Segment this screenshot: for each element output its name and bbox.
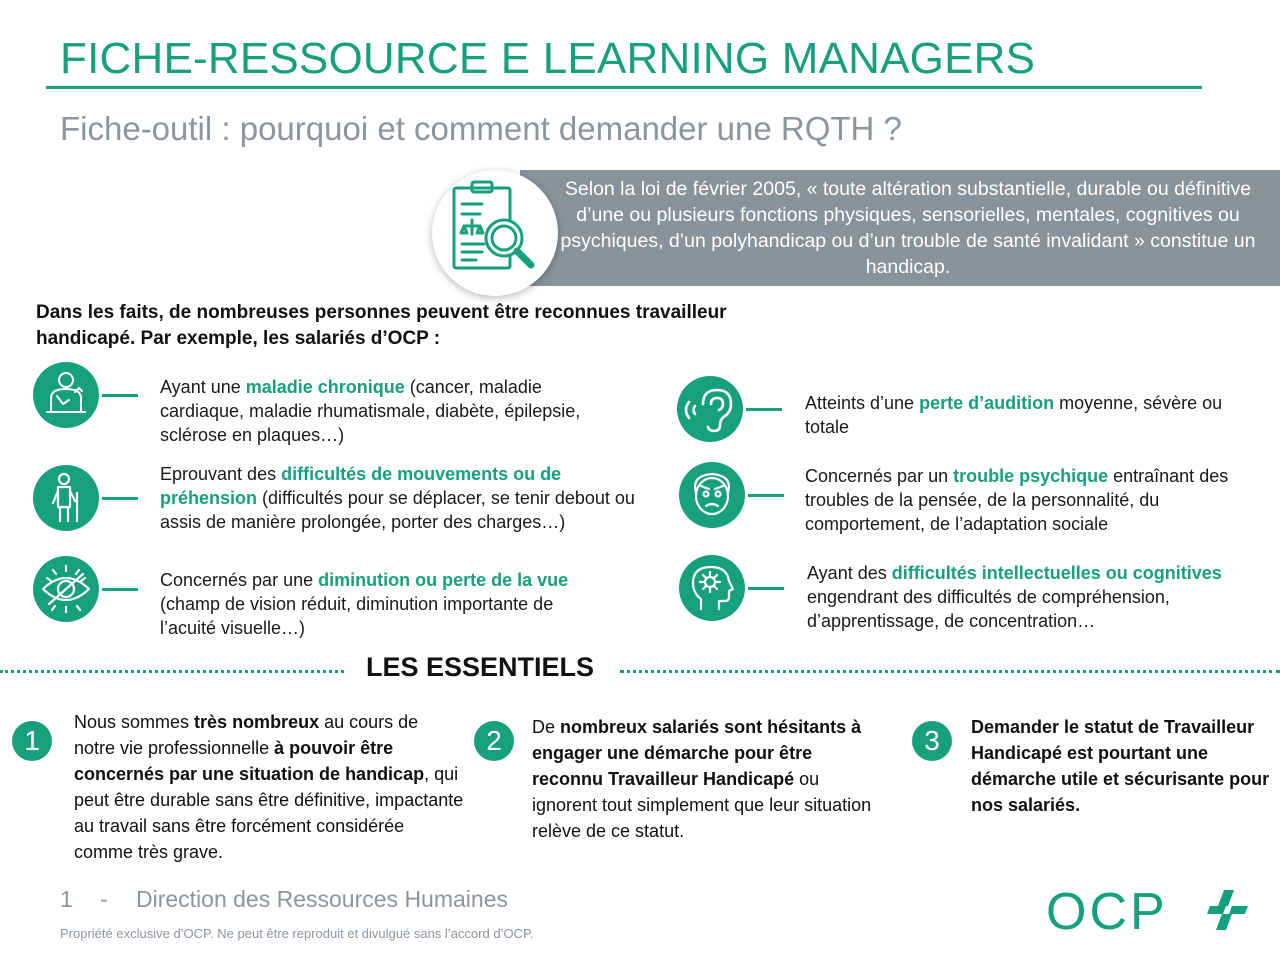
page-number: 1 xyxy=(60,886,73,912)
mobility-icon xyxy=(33,465,99,531)
item-connector xyxy=(748,494,784,497)
quote-text: Selon la loi de février 2005, « toute altération substantielle, durable ou définitive d’une ou plusieurs fonctions physiques, sensorielles, mentales, cognitives ou psychiques, d’un polyhandicap ou d’un trouble de santé invalidant » constitue un handicap. xyxy=(560,178,1256,278)
legal-notice: Propriété exclusive d’OCP. Ne peut être reproduit et divulgué sans l’accord d’OCP. xyxy=(60,926,534,941)
troubled-face-icon xyxy=(679,462,745,528)
quote-icon-badge xyxy=(432,170,558,296)
ear-icon xyxy=(677,376,743,442)
chronic-illness-icon xyxy=(33,362,99,428)
item-mobility: Eprouvant des difficultés de mouvements ou de préhension (difficultés pour se déplacer, se tenir debout ou assis de manière prolongée, porter des charges…) xyxy=(160,464,635,532)
ocp-logo-icon xyxy=(1206,888,1250,932)
title-divider xyxy=(46,86,1202,89)
essentials-divider-left xyxy=(0,670,344,673)
item-connector xyxy=(102,394,138,397)
item-psychological: Concernés par un trouble psychique entraînant des troubles de la pensée, de la personnalité, du comportement, de l’adaptation sociale xyxy=(805,466,1229,534)
essential-number: 1 xyxy=(12,721,52,761)
item-vision: Concernés par une diminution ou perte de la vue (champ de vision réduit, diminution importante de l’acuité visuelle…) xyxy=(160,570,569,638)
head-gear-icon xyxy=(679,555,745,621)
item-connector xyxy=(102,588,138,591)
essential-text-2: De nombreux salariés sont hésitants à engager une démarche pour être reconnu Travailleur Handicapé ou ignorent tout simplement que leur situation relève de ce statut. xyxy=(532,717,872,841)
item-connector xyxy=(746,408,782,411)
eye-icon xyxy=(33,556,99,622)
department-name: Direction des Ressources Humaines xyxy=(136,886,508,912)
item-chronic-illness: Ayant une maladie chronique (cancer, maladie cardiaque, maladie rhumatismale, diabète, épilepsie, sclérose en plaques…) xyxy=(160,377,581,445)
essential-number: 2 xyxy=(474,721,514,761)
logo-text: OCP xyxy=(1046,883,1168,941)
page-subtitle: Fiche-outil : pourquoi et comment demander une RQTH ? xyxy=(60,110,902,147)
essentials-title: LES ESSENTIELS xyxy=(366,652,595,682)
document-magnifier-icon xyxy=(432,170,558,296)
footer-separator: - xyxy=(100,886,108,912)
essential-number: 3 xyxy=(912,721,952,761)
item-hearing: Atteints d’une perte d’audition moyenne, sévère ou totale xyxy=(805,393,1223,437)
essentials-divider-right xyxy=(620,670,1280,673)
item-connector xyxy=(748,587,784,590)
item-cognitive: Ayant des difficultés intellectuelles ou cognitives engendrant des difficultés de compréhension, d’apprentissage, de concentration… xyxy=(807,563,1222,631)
intro-text: Dans les faits, de nombreuses personnes peuvent être reconnues travailleur handicapé. Par exemple, les salariés d’OCP : xyxy=(36,302,727,349)
item-connector xyxy=(102,497,138,500)
essential-text-1: Nous sommes très nombreux au cours de notre vie professionnelle à pouvoir être concernés par une situation de handicap, qui peut être durable sans être définitive, impactante au travail sans être forcément considérée comme très grave. xyxy=(74,712,464,862)
page-title: FICHE-RESSOURCE E LEARNING MANAGERS xyxy=(60,34,1036,83)
essential-text-3: Demander le statut de Travailleur Handicapé est pourtant une démarche utile et sécurisante pour nos salariés. xyxy=(971,717,1270,815)
